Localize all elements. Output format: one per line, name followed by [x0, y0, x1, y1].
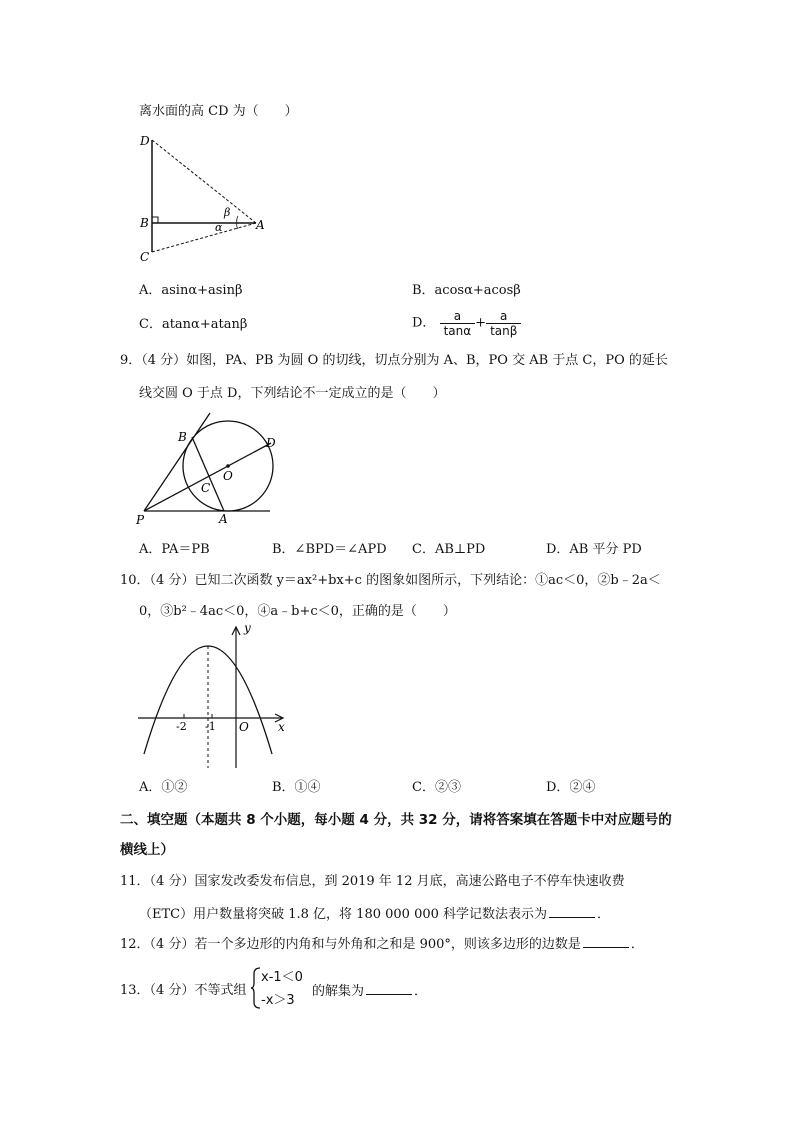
q8-label-beta: β	[224, 206, 231, 219]
q8-option-a: A．asinα+asinβ	[139, 283, 243, 298]
q10-option-d: D．②④	[546, 780, 596, 795]
q10-option-b: B．①④	[272, 780, 321, 795]
q11-line-2	[139, 905, 610, 924]
q8-figure	[130, 128, 280, 268]
section-2-heading: 二、填空题（本题共 8 个小题，每小题 4 分，共 32 分，请将答案填在答题卡中对应题号的	[120, 812, 672, 828]
q8-label-d: D	[140, 134, 150, 148]
q9-label-o: O	[223, 469, 233, 483]
q8-plus: +	[475, 315, 487, 331]
q12-line	[120, 935, 644, 954]
q10-option-c: C．②③	[412, 780, 461, 795]
q9-figure	[132, 410, 282, 530]
q12-answer-blank[interactable]	[583, 935, 629, 948]
q10-tick-minus-2: -2	[176, 720, 187, 733]
section-2-heading-cont: 横线上）	[120, 842, 174, 858]
q13-text: 的解集为	[312, 984, 365, 999]
q8-label-c: C	[140, 250, 150, 264]
q8-frac2-num: a	[486, 309, 521, 324]
q9-label-b: B	[178, 430, 187, 444]
q11-line-2-text: （ETC）用户数量将突破 1.8 亿，将 180 000 000 科学记数法表示为	[139, 907, 548, 922]
q8-option-d-prefix: D．	[412, 315, 436, 331]
q10-line-1: 10．（4 分）已知二次函数 y＝ax²+bx+c 的图象如图所示，下列结论：①ac＜0，②b﹣2a＜	[120, 573, 661, 588]
q9-line-2: 线交圆 O 于点 D，下列结论不一定成立的是（ ）	[139, 386, 446, 401]
q8-frac1-num: a	[440, 309, 476, 324]
q13-suffix	[312, 982, 427, 1001]
q9-option-b: B．∠BPD＝∠APD	[272, 542, 387, 557]
q10-tick-minus-1: -1	[205, 720, 216, 733]
q8-option-b: B．acosα+acosβ	[412, 283, 521, 298]
q8-fraction-2	[486, 309, 521, 338]
q8-label-b: B	[140, 216, 149, 230]
q9-option-d: D．AB 平分 PD	[546, 542, 642, 557]
q8-label-a: A	[256, 218, 265, 232]
q10-label-x: x	[278, 720, 285, 734]
q10-label-o: O	[239, 720, 249, 734]
q12-period: ．	[630, 937, 644, 952]
q8-frac2-den: tanβ	[490, 324, 518, 338]
q10-label-y: y	[244, 622, 251, 635]
q9-label-c: C	[201, 481, 211, 495]
q8-stem-end: 离水面的高 CD 为（ ）	[139, 104, 298, 119]
q9-label-p: P	[136, 513, 145, 527]
q8-option-d	[412, 309, 521, 338]
q11-line-1: 11．（4 分）国家发改委发布信息，到 2019 年 12 月底，高速公路电子不停车快速收费	[120, 874, 625, 889]
q9-label-a: A	[219, 512, 228, 526]
q13-inequality-1: x-1＜0	[261, 970, 303, 985]
q8-option-c: C．atanα+atanβ	[139, 317, 248, 332]
q9-line-1: 9．（4 分）如图，PA、PB 为圆 O 的切线，切点分别为 A、B，PO 交 AB 于点 C，PO 的延长	[120, 353, 668, 368]
q11-answer-blank[interactable]	[549, 905, 595, 918]
q8-label-alpha: α	[215, 221, 223, 234]
q9-label-d: D	[266, 436, 276, 450]
q13-inequality-2: -x＞3	[261, 993, 295, 1008]
q8-frac1-den: tanα	[443, 324, 472, 338]
q10-line-2: 0，③b²﹣4ac＜0，④a﹣b+c＜0，正确的是（ ）	[139, 604, 456, 619]
q9-option-c: C．AB⊥PD	[412, 542, 486, 557]
q13-answer-blank[interactable]	[366, 982, 412, 995]
q10-parabola-graph	[132, 622, 297, 770]
q13-prefix: 13．（4 分）不等式组	[120, 983, 247, 998]
q8-fraction-1	[440, 309, 476, 338]
q12-text: 12．（4 分）若一个多边形的内角和与外角和之和是 900°，则该多边形的边数是	[120, 937, 581, 952]
q13-period: ．	[414, 984, 428, 999]
q11-period: ．	[597, 907, 611, 922]
q9-option-a: A．PA＝PB	[139, 542, 210, 557]
q10-option-a: A．①②	[139, 780, 188, 795]
